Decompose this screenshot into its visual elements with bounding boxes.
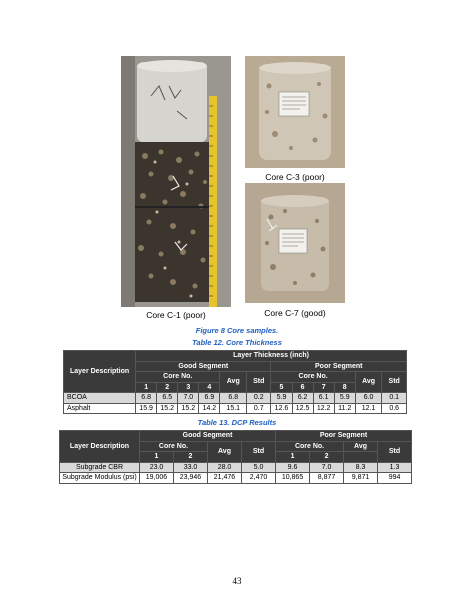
cell: 0.6 bbox=[382, 403, 407, 414]
cell: 11.2 bbox=[334, 403, 355, 414]
cell: 28.0 bbox=[208, 462, 242, 473]
empty-header-cell bbox=[344, 452, 378, 463]
core-number: 2 bbox=[174, 452, 208, 463]
cell: 0.2 bbox=[247, 393, 271, 404]
core-number: 2 bbox=[310, 452, 344, 463]
core-number: 1 bbox=[136, 382, 157, 393]
core-number: 7 bbox=[313, 382, 334, 393]
good-segment-header: Good Segment bbox=[136, 361, 271, 372]
core-number: 5 bbox=[271, 382, 292, 393]
row-label: Subgrade Modulus (psi) bbox=[60, 473, 140, 484]
core-c7-photo bbox=[245, 183, 345, 303]
cell: 5.9 bbox=[334, 393, 355, 404]
poor-core-no-header: Core No. bbox=[271, 372, 355, 383]
core-number: 6 bbox=[292, 382, 313, 393]
cell: 2,470 bbox=[242, 473, 276, 484]
cell: 7.0 bbox=[178, 393, 199, 404]
core-number: 2 bbox=[157, 382, 178, 393]
cell: 12.5 bbox=[292, 403, 313, 414]
good-avg-header: Avg bbox=[220, 372, 247, 393]
cell: 8.3 bbox=[344, 462, 378, 473]
cell: 6.1 bbox=[313, 393, 334, 404]
cell: 12.6 bbox=[271, 403, 292, 414]
good-std-header: Std bbox=[242, 441, 276, 462]
table12-caption: Table 12. Core Thickness bbox=[192, 338, 282, 347]
cell: 5.9 bbox=[271, 393, 292, 404]
cell: 6.8 bbox=[220, 393, 247, 404]
cell: 5.0 bbox=[242, 462, 276, 473]
cell: 7.0 bbox=[310, 462, 344, 473]
layer-description-header: Layer Description bbox=[60, 431, 140, 463]
table-row bbox=[60, 473, 412, 484]
core-c3-photo bbox=[245, 56, 345, 168]
good-segment-header: Good Segment bbox=[140, 431, 276, 442]
table-row bbox=[64, 393, 407, 404]
cell: 6.2 bbox=[292, 393, 313, 404]
cell: 994 bbox=[378, 473, 412, 484]
poor-segment-header: Poor Segment bbox=[276, 431, 412, 442]
row-label: Asphalt bbox=[64, 403, 136, 414]
table-row bbox=[60, 462, 412, 473]
cell: 23.0 bbox=[140, 462, 174, 473]
cell: 15.1 bbox=[220, 403, 247, 414]
cell: 8,877 bbox=[310, 473, 344, 484]
poor-segment-header: Poor Segment bbox=[271, 361, 407, 372]
cell: 33.0 bbox=[174, 462, 208, 473]
cell: 15.2 bbox=[157, 403, 178, 414]
good-std-header: Std bbox=[247, 372, 271, 393]
poor-core-no-header: Core No. bbox=[276, 441, 344, 452]
good-core-no-header: Core No. bbox=[140, 441, 208, 452]
cell: 6.8 bbox=[136, 393, 157, 404]
cell: 0.1 bbox=[382, 393, 407, 404]
page-number: 43 bbox=[232, 576, 242, 586]
core-thickness-table bbox=[63, 350, 407, 414]
core-number: 1 bbox=[140, 452, 174, 463]
core-c1-label: Core C-1 (poor) bbox=[146, 310, 206, 320]
cell: 6.0 bbox=[355, 393, 382, 404]
core-number: 1 bbox=[276, 452, 310, 463]
core-c7-label: Core C-7 (good) bbox=[264, 308, 326, 318]
cell: 12.2 bbox=[313, 403, 334, 414]
row-label: Subgrade CBR bbox=[60, 462, 140, 473]
core-c3-label: Core C-3 (poor) bbox=[265, 172, 325, 182]
poor-avg-header: Avg bbox=[344, 441, 378, 452]
cell: 9,871 bbox=[344, 473, 378, 484]
table13-caption: Table 13. DCP Results bbox=[197, 418, 277, 427]
poor-std-header: Std bbox=[378, 441, 412, 462]
core-number: 4 bbox=[199, 382, 220, 393]
table-row bbox=[64, 403, 407, 414]
layer-thickness-header: Layer Thickness (inch) bbox=[136, 351, 407, 362]
good-core-no-header: Core No. bbox=[136, 372, 220, 383]
cell: 9.6 bbox=[276, 462, 310, 473]
cell: 6.9 bbox=[199, 393, 220, 404]
cell: 19,006 bbox=[140, 473, 174, 484]
good-avg-header: Avg bbox=[208, 441, 242, 462]
poor-std-header: Std bbox=[382, 372, 407, 393]
cell: 15.9 bbox=[136, 403, 157, 414]
dcp-results-table bbox=[59, 430, 412, 484]
cell: 1.3 bbox=[378, 462, 412, 473]
cell: 12.1 bbox=[355, 403, 382, 414]
row-label: BCOA bbox=[64, 393, 136, 404]
core-number: 3 bbox=[178, 382, 199, 393]
cell: 14.2 bbox=[199, 403, 220, 414]
core-number: 8 bbox=[334, 382, 355, 393]
cell: 10,865 bbox=[276, 473, 310, 484]
core-c1-photo bbox=[121, 56, 231, 307]
cell: 6.5 bbox=[157, 393, 178, 404]
layer-description-header: Layer Description bbox=[64, 351, 136, 393]
figure-caption: Figure 8 Core samples. bbox=[195, 326, 279, 335]
cell: 23,946 bbox=[174, 473, 208, 484]
cell: 21,476 bbox=[208, 473, 242, 484]
cell: 15.2 bbox=[178, 403, 199, 414]
cell: 0.7 bbox=[247, 403, 271, 414]
poor-avg-header: Avg bbox=[355, 372, 382, 393]
